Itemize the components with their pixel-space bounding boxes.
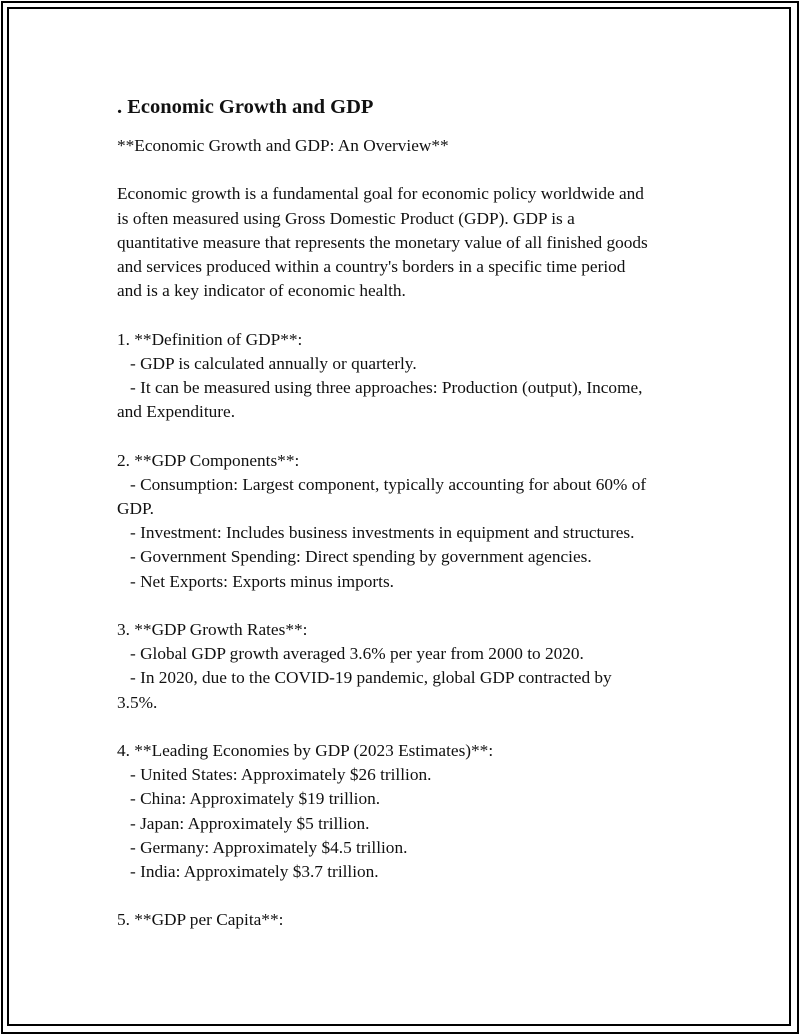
list-item: - China: Approximately $19 trillion.	[130, 789, 381, 809]
spacer	[117, 594, 692, 618]
section-leading-economies	[117, 739, 692, 884]
section-title: 5. **GDP per Capita**:	[117, 910, 284, 930]
text-line: quantitative measure that represents the monetary value of all finished goods	[117, 232, 648, 252]
document-body	[117, 94, 692, 933]
list-item: - Germany: Approximately $4.5 trillion.	[130, 837, 408, 857]
spacer	[117, 158, 692, 182]
section-definition	[117, 328, 692, 425]
section-growth-rates	[117, 618, 692, 715]
list-item: - Consumption: Largest component, typically accounting for about 60% of	[130, 474, 647, 494]
section-gdp-per-capita	[117, 908, 692, 932]
text-line: and is a key indicator of economic health.	[117, 281, 406, 301]
section-title: 1. **Definition of GDP**:	[117, 329, 303, 349]
spacer	[117, 715, 692, 739]
list-item-continuation: 3.5%.	[117, 692, 158, 712]
subtitle: **Economic Growth and GDP: An Overview**	[117, 136, 449, 155]
spacer	[117, 303, 692, 327]
text-line: and services produced within a country's borders in a specific time period	[117, 257, 626, 276]
section-title: 3. **GDP Growth Rates**:	[117, 620, 308, 639]
list-item: - Government Spending: Direct spending by government agencies.	[130, 547, 592, 567]
section-title: 2. **GDP Components**:	[117, 450, 300, 470]
list-item-continuation: and Expenditure.	[117, 402, 236, 422]
section-components	[117, 449, 692, 594]
text-line: is often measured using Gross Domestic Product (GDP). GDP is a	[117, 208, 575, 228]
list-item: - United States: Approximately $26 trillion.	[130, 765, 432, 785]
list-item: - GDP is calculated annually or quarterly.	[130, 353, 417, 373]
text-line: Economic growth is a fundamental goal for economic policy worldwide and	[117, 184, 644, 204]
list-item-continuation: GDP.	[117, 499, 154, 518]
section-title: 4. **Leading Economies by GDP (2023 Estimates)**:	[117, 741, 494, 760]
list-item: - Net Exports: Exports minus imports.	[130, 571, 395, 591]
list-item: - Investment: Includes business investments in equipment and structures.	[130, 523, 635, 543]
list-item: - It can be measured using three approaches: Production (output), Income,	[130, 378, 643, 397]
list-item: - India: Approximately $3.7 trillion.	[130, 862, 379, 882]
list-item: - Global GDP growth averaged 3.6% per year from 2000 to 2020.	[130, 644, 584, 664]
list-item: - Japan: Approximately $5 trillion.	[130, 813, 370, 833]
list-item: - In 2020, due to the COVID-19 pandemic, global GDP contracted by	[130, 668, 612, 688]
page-title: . Economic Growth and GDP	[117, 96, 374, 118]
spacer	[117, 884, 692, 908]
spacer	[117, 424, 692, 448]
intro-paragraph	[117, 182, 692, 303]
